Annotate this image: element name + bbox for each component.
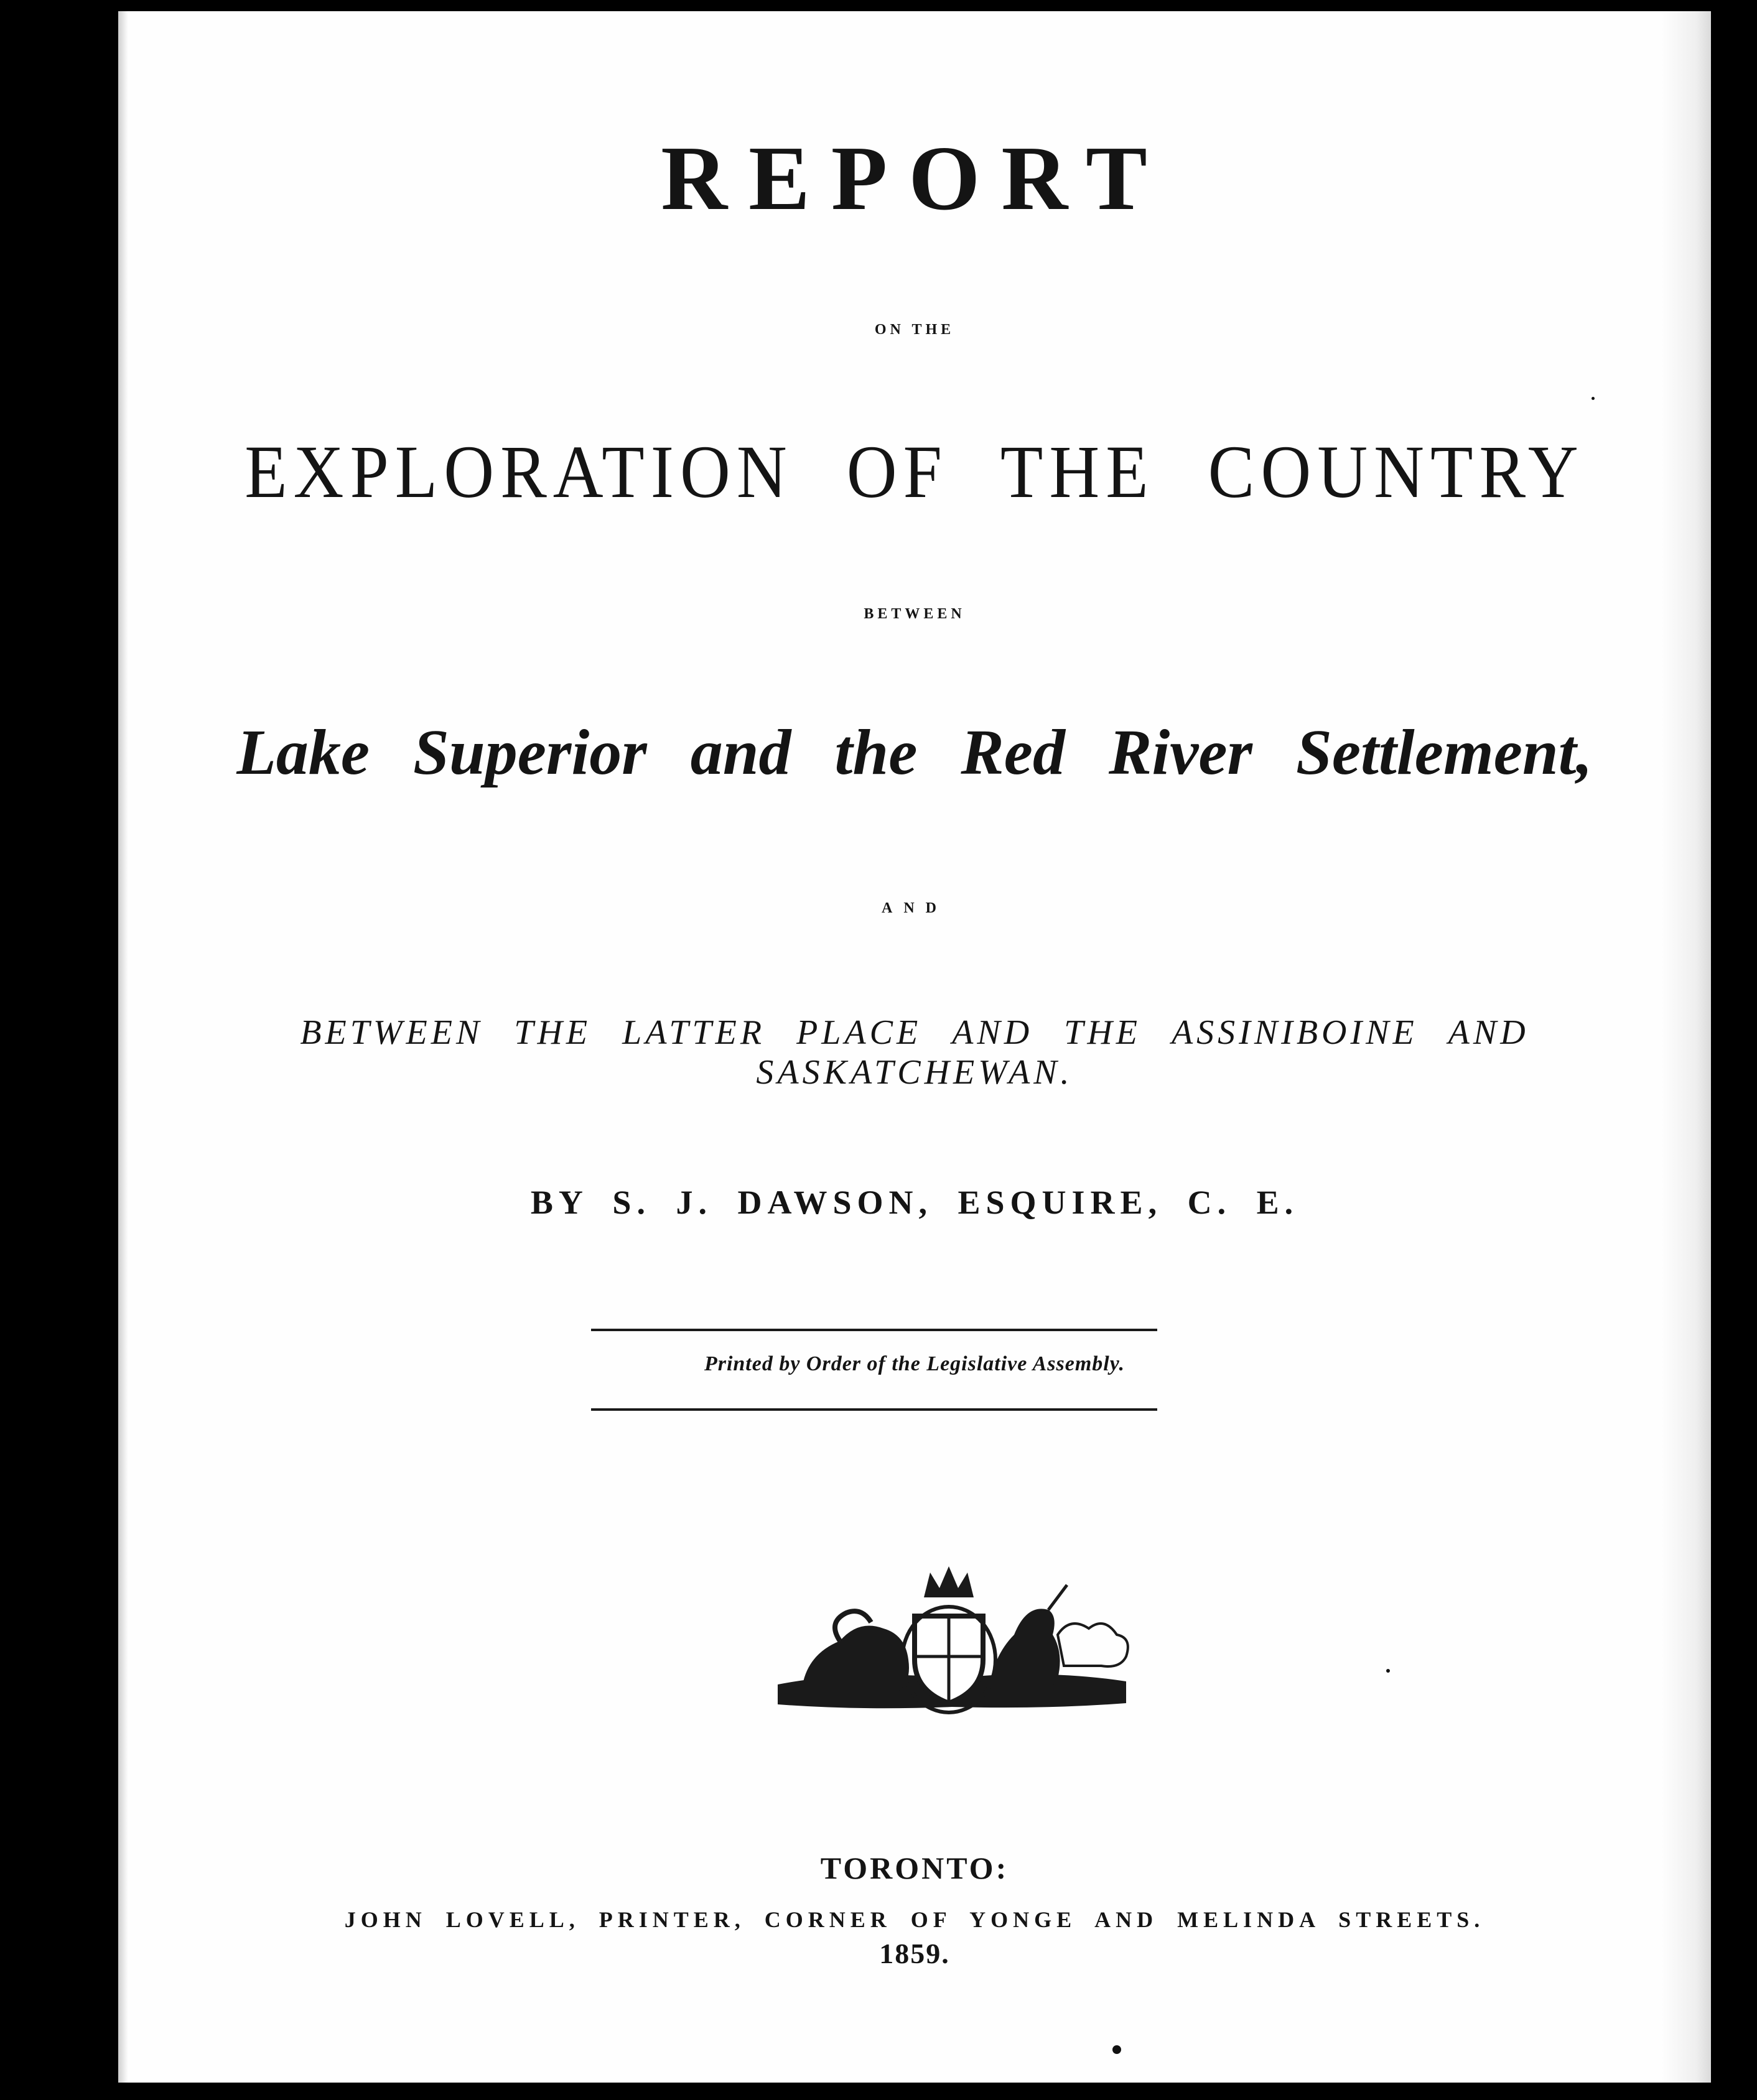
between-label: BETWEEN bbox=[864, 606, 966, 622]
route-subheading bbox=[118, 1013, 1711, 1092]
royal-coat-of-arms-icon bbox=[765, 1560, 1139, 1722]
imprint-printer: JOHN LOVELL, PRINTER, CORNER OF YONGE AND MELINDA STREETS. bbox=[344, 1907, 1485, 1932]
title-page bbox=[118, 11, 1711, 2083]
on-the-label: ON THE bbox=[874, 322, 955, 338]
report-title: REPORT bbox=[661, 128, 1168, 230]
ink-speck bbox=[1592, 397, 1595, 400]
ink-speck bbox=[1112, 2045, 1121, 2054]
imprint-city: TORONTO: bbox=[820, 1851, 1009, 1885]
divider-bottom bbox=[591, 1408, 1157, 1411]
route-subheading-line-2: SASKATCHEWAN. bbox=[756, 1053, 1073, 1092]
subject-heading: EXPLORATION OF THE COUNTRY bbox=[245, 430, 1585, 514]
route-subheading-line-1: BETWEEN THE LATTER PLACE AND THE ASSINIBOINE AND bbox=[300, 1013, 1529, 1052]
author-line: BY S. J. DAWSON, ESQUIRE, C. E. bbox=[530, 1184, 1299, 1221]
divider-top bbox=[591, 1329, 1157, 1331]
imprint-year: 1859. bbox=[879, 1938, 950, 1969]
printed-by-line: Printed by Order of the Legislative Assembly. bbox=[704, 1352, 1126, 1375]
ink-speck bbox=[1386, 1669, 1390, 1673]
and-label: AND bbox=[882, 900, 948, 916]
route-heading: Lake Superior and the Red River Settlement, bbox=[236, 717, 1593, 788]
